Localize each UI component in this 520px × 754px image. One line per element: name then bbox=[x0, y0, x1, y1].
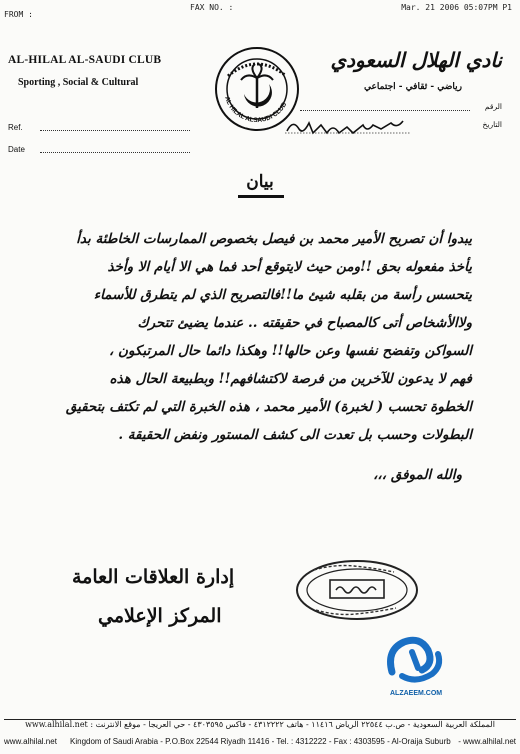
date-dotted-line bbox=[40, 152, 190, 153]
ref-dotted-line bbox=[40, 130, 190, 131]
club-subtitle-arabic: رياضي - ثقافي - اجتماعي bbox=[364, 82, 462, 92]
fax-timestamp: Mar. 21 2006 05:07PM P1 bbox=[401, 3, 512, 12]
club-name-english: AL-HILAL AL-SAUDI CLUB bbox=[8, 54, 162, 66]
club-subtitle-english: Sporting , Social & Cultural bbox=[18, 77, 139, 88]
logo-ring-text: AL HILAL ALSAUDI CLUB bbox=[223, 95, 289, 125]
fax-number-label: FAX NO. : bbox=[190, 3, 234, 12]
body-line: يأخذ مفعوله بحق !!ومن حيث لايتوقع أحد فما هي الا أيام الا وأخذ bbox=[107, 259, 472, 275]
ref-label: Ref. bbox=[8, 123, 23, 132]
title-underline bbox=[238, 195, 284, 198]
arabic-ref-label: الرقم bbox=[484, 102, 502, 111]
official-stamp bbox=[294, 558, 420, 622]
svg-text:AL HILAL ALSAUDI CLUB bbox=[223, 96, 288, 124]
department-name: إدارة العلاقات العامة bbox=[72, 566, 235, 588]
arabic-ref-dotted-line bbox=[300, 110, 470, 111]
arabic-date-label: التاريخ bbox=[482, 120, 502, 129]
alzaeem-site-label: ALZAEEM.COM bbox=[390, 690, 443, 697]
footer-website-right[interactable]: - www.alhilal.net bbox=[458, 737, 516, 746]
media-center-name: المركز الإعلامي bbox=[98, 605, 222, 627]
body-line: ولاالأشخاص أتى كالمصباح في حقيقته .. عندما يضيئ تتحرك bbox=[137, 315, 472, 331]
body-line: الخطوة تحسب ( لخبرة) الأمير محمد ، هذه الخبرة التي لم تكتف بتحقيق bbox=[65, 399, 472, 415]
alzaeem-brand-logo bbox=[372, 632, 454, 688]
footer-arabic-address: المملكة العربية السعودية - ص.ب ٢٢٥٤٤ الرياض ١١٤١٦ - هاتف ٤٣١٢٢٢٢ - فاكس ٤٣٠٣٥٩٥ - حي العريجا - موقع الانترنت : www.alhilal.net bbox=[25, 720, 495, 729]
statement-body bbox=[42, 225, 472, 449]
closing-line: والله الموفق ،،، bbox=[373, 467, 462, 483]
body-line: السواكن وتفضح نفسها وعن حالها!! وهكذا دائما حال المرتبكون ، bbox=[108, 343, 472, 359]
footer-website-left[interactable]: www.alhilal.net bbox=[4, 737, 57, 746]
body-line: يبدوا أن تصريح الأمير محمد بن فيصل بخصوص الممارسات الخاطئة بدأ bbox=[76, 231, 472, 247]
fax-from-label: FROM : bbox=[4, 10, 33, 19]
body-line: البطولات وحسب بل تعدت الى كشف المستور ونفض الحقيقة . bbox=[118, 427, 472, 443]
body-line: يتحسس رأسة من بقلبه شيئ ما!!فالتصريح الذي لم يتطرق للأسماء bbox=[93, 287, 472, 303]
date-label: Date bbox=[8, 145, 25, 154]
document-title: بيان bbox=[246, 172, 274, 192]
handwritten-date-signature bbox=[283, 117, 413, 135]
club-name-arabic: نادي الهلال السعودي bbox=[330, 48, 502, 72]
footer-english-address: Kingdom of Saudi Arabia - P.O.Box 22544 Riyadh 11416 - Tel. : 4312222 - Fax : 4303595 - Al-Oraija Suburb bbox=[70, 737, 451, 746]
body-line: فهم لا يدعون للآخرين من فرصة لاكتشافهم!! وبطبيعة الحال هذه bbox=[109, 371, 472, 387]
